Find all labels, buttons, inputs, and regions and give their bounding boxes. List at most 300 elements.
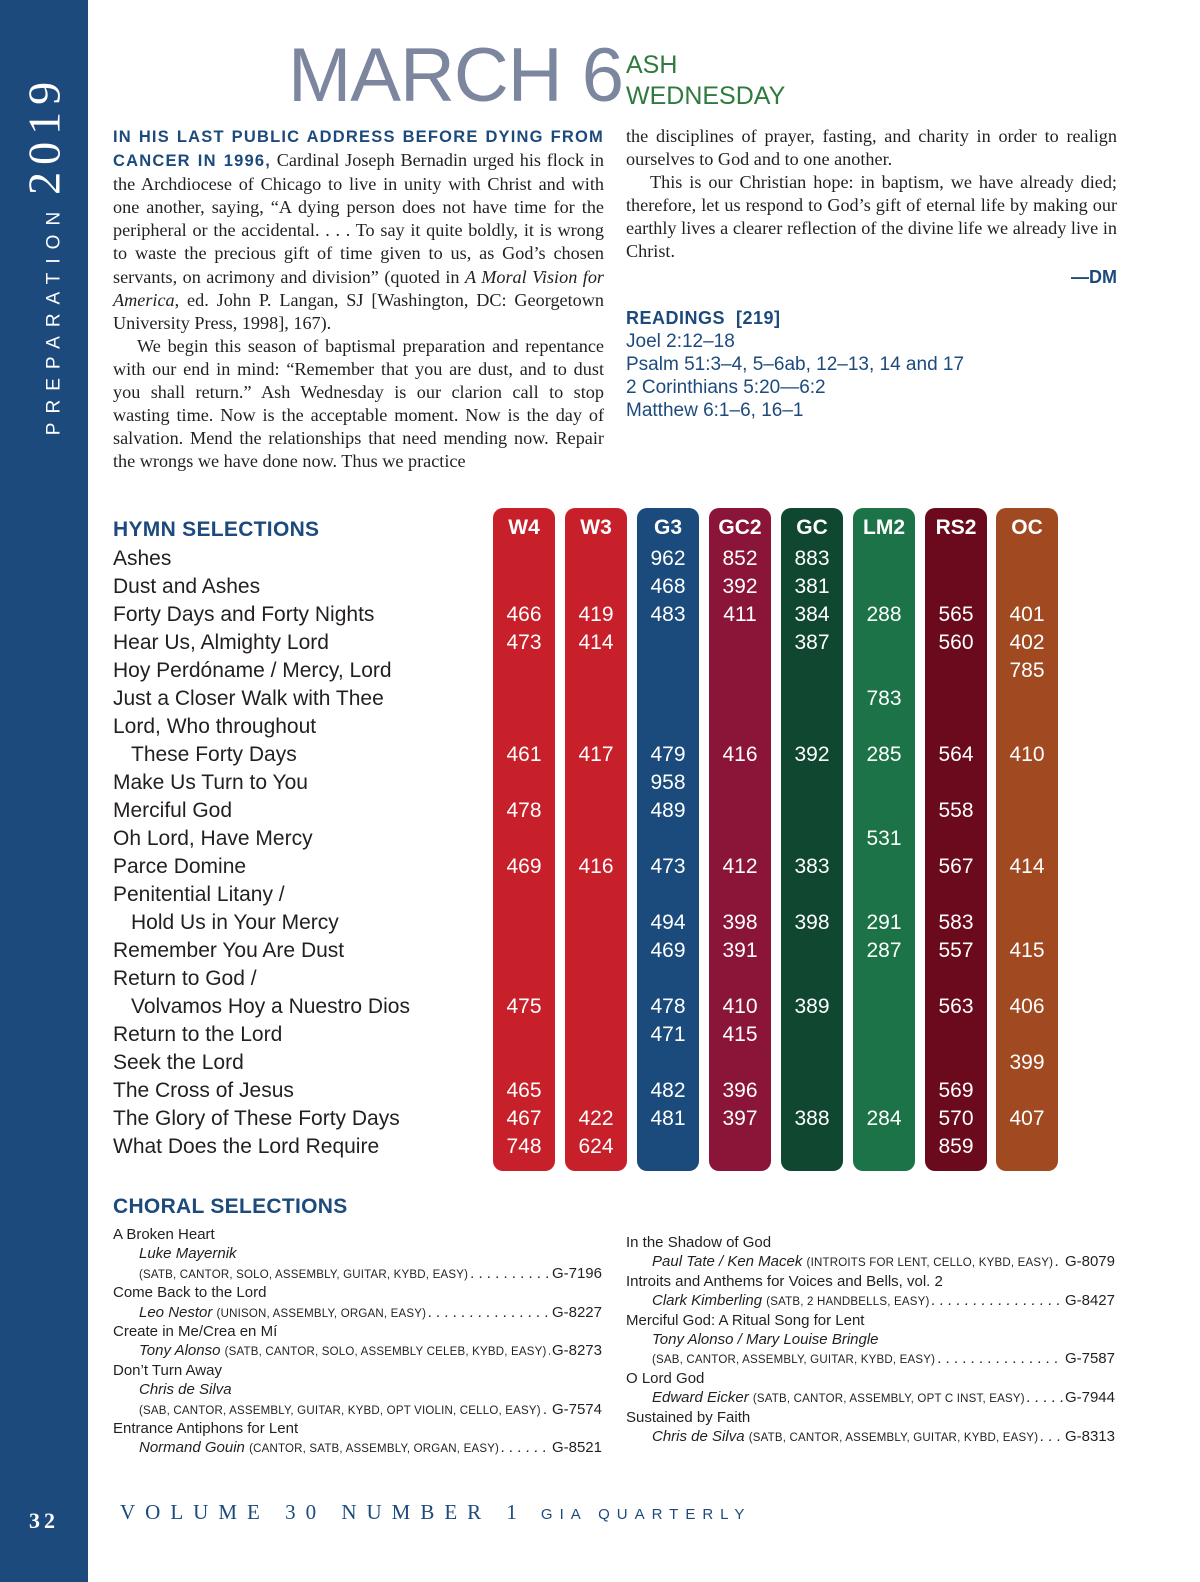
hymn-number (709, 881, 771, 909)
hymn-number: 564 (938, 743, 974, 766)
hymn-number: 291 (866, 911, 902, 934)
hymnal-code: RS2 (935, 516, 977, 539)
hymn-number: 478 (506, 799, 542, 822)
choral-voicing: (SATB, CANTOR, ASSEMBLY, OPT C INST, EASY) (752, 1393, 1025, 1406)
liturgical-day-line2: WEDNESDAY (626, 82, 786, 110)
hymn-number (493, 545, 555, 573)
hymn-number: 494 (650, 911, 686, 934)
choral-voicing: (SAB, CANTOR, ASSEMBLY, GUITAR, KYBD, OPT VIOLIN, CELLO, EASY) (139, 1404, 541, 1417)
hymn-number: 469 (506, 855, 542, 878)
hymn-number: 414 (578, 631, 614, 654)
hymn-number: 417 (578, 743, 614, 766)
hymn-title: Just a Closer Walk with Thee (113, 687, 384, 710)
footer-volume: VOLUME 30 NUMBER 1 (120, 1500, 527, 1524)
hymn-number (996, 881, 1058, 909)
hymnal-column-gc (781, 508, 843, 1171)
hymnal-column-w3 (565, 508, 627, 1171)
choral-list-right (626, 1233, 1115, 1446)
hymn-number (996, 769, 1058, 797)
dot-leader (1027, 1388, 1063, 1407)
hymn-title: The Cross of Jesus (113, 1079, 294, 1102)
hymn-title: The Glory of These Forty Days (113, 1107, 400, 1130)
hymn-number (996, 713, 1058, 741)
hymn-number: 389 (794, 995, 830, 1018)
hymn-number (565, 685, 627, 713)
page-number: 32 (29, 1508, 59, 1533)
hymn-number: 411 (723, 603, 757, 626)
hymn-number (781, 769, 843, 797)
hymn-number: 783 (866, 687, 902, 710)
choral-title: Come Back to the Lord (113, 1284, 267, 1302)
hymnal-numbers (781, 545, 843, 1161)
hymn-number (996, 545, 1058, 573)
hymn-number (781, 1077, 843, 1105)
hymn-number: 567 (938, 855, 974, 878)
dot-leader (549, 1341, 550, 1360)
hymn-title: Hear Us, Almighty Lord (113, 631, 329, 654)
season-year: 2019 (18, 74, 70, 195)
choral-credit (139, 1303, 426, 1324)
liturgical-day (626, 50, 785, 112)
choral-entry-detail (626, 1427, 1115, 1446)
catalog-code: G-8273 (551, 1342, 602, 1360)
hymn-title: Return to God / (113, 967, 257, 990)
hymnal-numbers (637, 545, 699, 1161)
choral-voicing: (INTROITS FOR LENT, CELLO, KYBD, EASY) (806, 1257, 1054, 1270)
hymn-number (925, 573, 987, 601)
hymn-number (493, 825, 555, 853)
hymn-number (925, 825, 987, 853)
hymn-title: Hoy Perdóname / Mercy, Lord (113, 659, 392, 682)
hymn-number (709, 657, 771, 685)
hymn-number: 785 (1009, 659, 1045, 682)
hymn-number (709, 1049, 771, 1077)
hymn-number (925, 713, 987, 741)
hymn-number: 416 (722, 743, 758, 766)
hymnal-numbers (493, 545, 555, 1161)
readings-title: READINGS (626, 308, 726, 328)
hymn-number: 422 (578, 1107, 614, 1130)
hymnal-column-oc (996, 508, 1058, 1171)
hymnal-column-gc2 (709, 508, 771, 1171)
dot-leader (543, 1400, 550, 1419)
choral-entry-detail (626, 1349, 1115, 1368)
book-title: A Moral Vision for America (113, 266, 604, 310)
hymn-number (781, 881, 843, 909)
hymn-number: 412 (722, 855, 758, 878)
hymn-number: 288 (866, 603, 902, 626)
hymn-number (925, 1049, 987, 1077)
footer-publication: GIA QUARTERLY (540, 1506, 752, 1523)
hymn-number (637, 965, 699, 993)
choral-credit (652, 1349, 935, 1370)
hymn-number (925, 685, 987, 713)
hymn-number (925, 769, 987, 797)
choral-credit (652, 1427, 1038, 1448)
hymnal-numbers (925, 545, 987, 1161)
hymn-number (709, 713, 771, 741)
choral-credit (139, 1438, 499, 1459)
hymn-title: Volvamos Hoy a Nuestro Dios (131, 995, 410, 1018)
hymn-number (781, 937, 843, 965)
hymn-list (113, 545, 493, 1161)
choral-title: Entrance Antiphons for Lent (113, 1419, 299, 1437)
reading-item: Joel 2:12–18 (626, 331, 735, 352)
hymn-number (493, 573, 555, 601)
hymn-number (853, 573, 915, 601)
dot-leader (932, 1291, 1063, 1310)
hymn-number: 859 (938, 1135, 974, 1158)
hymnal-code: GC2 (718, 516, 762, 539)
hymn-number: 392 (722, 575, 758, 598)
hymn-number (853, 993, 915, 1021)
choral-composer: Chris de Silva (139, 1381, 232, 1399)
hymn-number: 489 (650, 799, 686, 822)
hymn-number (493, 1049, 555, 1077)
hymn-number: 392 (794, 743, 830, 766)
hymn-number (565, 881, 627, 909)
hymn-number (925, 545, 987, 573)
hymn-title: Hold Us in Your Mercy (131, 911, 339, 934)
hymn-number: 387 (794, 631, 830, 654)
article-paragraph-4: This is our Christian hope: in baptism, we have already died; therefore, let us respond to God’s gift of eternal life by making our earthly lives a clearer reflection of the divine life we already live in Christ. (626, 172, 1117, 262)
choral-title: Create in Me/Crea en Mí (113, 1322, 278, 1340)
choral-composer: Clark Kimberling (652, 1292, 763, 1310)
hymn-number (781, 713, 843, 741)
hymn-number: 391 (722, 939, 758, 962)
hymn-number (565, 965, 627, 993)
hymn-number: 468 (650, 575, 686, 598)
hymn-title: What Does the Lord Require (113, 1135, 380, 1158)
hymn-number: 883 (794, 547, 830, 570)
choral-credit (139, 1400, 541, 1421)
page-title: MARCH 6 (288, 33, 624, 118)
article-paragraph-3: the disciplines of prayer, fasting, and charity in order to realign ourselves to God and to one another. (626, 126, 1117, 170)
hymn-number (781, 657, 843, 685)
hymn-number: 396 (722, 1079, 758, 1102)
hymn-number (565, 797, 627, 825)
catalog-code: G-8313 (1064, 1427, 1115, 1445)
choral-composer: Normand Gouin (139, 1439, 245, 1457)
hymn-number (853, 797, 915, 825)
hymn-number: 415 (722, 1023, 758, 1046)
choral-voicing: (SATB, 2 HANDBELLS, EASY) (766, 1296, 930, 1309)
choral-composer: Tony Alonso / Mary Louise Bringle (652, 1330, 879, 1348)
hymn-number (709, 965, 771, 993)
footer (120, 1500, 751, 1525)
hymn-title: Lord, Who throughout (113, 715, 317, 738)
hymn-number: 402 (1009, 631, 1045, 654)
sidebar (0, 0, 88, 1582)
hymn-number: 557 (938, 939, 974, 962)
reading-item: 2 Corinthians 5:20—6:2 (626, 377, 826, 398)
hymn-number: 479 (650, 743, 686, 766)
hymn-number: 467 (506, 1107, 542, 1130)
hymn-number (637, 629, 699, 657)
hymn-number (853, 1133, 915, 1161)
hymn-number (781, 685, 843, 713)
choral-voicing: (UNISON, ASSEMBLY, ORGAN, EASY) (216, 1307, 427, 1320)
hymn-number (565, 545, 627, 573)
catalog-code: G-8079 (1064, 1253, 1115, 1271)
hymn-number (853, 881, 915, 909)
choral-composer: Tony Alonso (139, 1342, 221, 1360)
hymnal-code: W3 (580, 516, 612, 539)
hymn-number: 287 (866, 939, 902, 962)
hymn-number (996, 1021, 1058, 1049)
choral-list-left (113, 1225, 602, 1458)
article-paragraph-1 (113, 125, 604, 335)
hymn-title: Return to the Lord (113, 1023, 283, 1046)
article-paragraph-2: We begin this season of baptismal preparation and repentance with our end in mind: “Remember that you are dust, and to dust you shall return.” Ash Wednesday is our clarion call to stop wasting time. Now is the acceptable moment. Now is the day of salvation. Mend the relationships that need mending now. Repair the wrongs we have done now. Thus we practice (113, 335, 604, 472)
hymn-number (996, 1133, 1058, 1161)
hymn-number (709, 797, 771, 825)
hymn-title: These Forty Days (131, 743, 297, 766)
hymn-number: 466 (506, 603, 542, 626)
hymn-title: Dust and Ashes (113, 575, 261, 598)
dot-leader (470, 1264, 550, 1283)
hymn-number (637, 1049, 699, 1077)
hymn-number (853, 657, 915, 685)
hymn-number (493, 685, 555, 713)
hymn-number: 398 (794, 911, 830, 934)
choral-entry-detail (113, 1438, 602, 1457)
choral-title: O Lord God (626, 1369, 705, 1387)
hymn-number (925, 657, 987, 685)
hymn-number: 583 (938, 911, 974, 934)
catalog-code: G-7574 (551, 1400, 602, 1418)
hymn-number (853, 853, 915, 881)
hymn-number (565, 1021, 627, 1049)
hymn-number: 560 (938, 631, 974, 654)
dot-leader (1040, 1427, 1063, 1446)
hymn-number: 410 (722, 995, 758, 1018)
hymn-number (637, 1133, 699, 1161)
hymn-number (565, 1077, 627, 1105)
hymn-number (853, 965, 915, 993)
hymn-number (853, 545, 915, 573)
article-text: Cardinal Joseph Bernadin urged his flock in the Archdiocese of Chicago to live in unity with Christ and with one another, saying, “A dying person does not have time for the peripheral or the accidental. . . . To say it quite boldly, it is wrong to waste the precious gift of time given to us, as God’s chosen servants, on acrimony and division” (quoted in (113, 150, 605, 287)
hymn-number (709, 629, 771, 657)
choral-credit (139, 1341, 547, 1362)
hymn-number (709, 1133, 771, 1161)
hymn-number (853, 713, 915, 741)
hymn-title: Make Us Turn to You (113, 771, 308, 794)
catalog-code: G-7587 (1064, 1350, 1115, 1368)
hymn-number: 748 (506, 1135, 542, 1158)
hymn-number: 481 (650, 1107, 686, 1130)
choral-title: A Broken Heart (113, 1226, 215, 1243)
hymn-number: 569 (938, 1079, 974, 1102)
hymn-number (493, 1021, 555, 1049)
hymn-number (996, 909, 1058, 937)
choral-credit (652, 1252, 1053, 1273)
season-name: PREPARATION (43, 202, 65, 436)
choral-voicing: (SATB, CANTOR, SOLO, ASSEMBLY, GUITAR, KYBD, EASY) (139, 1268, 469, 1281)
hymn-number: 381 (794, 575, 830, 598)
hymn-number: 397 (722, 1107, 758, 1130)
hymn-number: 473 (506, 631, 542, 654)
hymn-title: Ashes (113, 547, 172, 570)
hymnal-numbers (996, 545, 1058, 1161)
hymn-number (781, 825, 843, 853)
hymn-number (996, 965, 1058, 993)
choral-composer: Edward Eicker (652, 1389, 749, 1407)
hymn-title: Seek the Lord (113, 1051, 244, 1074)
hymn-title: Forty Days and Forty Nights (113, 603, 375, 626)
choral-selections-heading: CHORAL SELECTIONS (113, 1195, 348, 1218)
hymn-number (781, 797, 843, 825)
hymnal-column-rs2 (925, 508, 987, 1171)
hymn-number: 958 (650, 771, 686, 794)
reading-item: Matthew 6:1–6, 16–1 (626, 400, 804, 421)
hymn-number (996, 1077, 1058, 1105)
hymn-number: 483 (650, 603, 686, 626)
hymn-number (565, 993, 627, 1021)
hymn-number (853, 1077, 915, 1105)
hymn-number (493, 965, 555, 993)
hymn-number: 563 (938, 995, 974, 1018)
hymn-number: 415 (1009, 939, 1045, 962)
hymn-selections-heading: HYMN SELECTIONS (113, 518, 320, 541)
choral-voicing: (SAB, CANTOR, ASSEMBLY, GUITAR, KYBD, EASY) (652, 1354, 936, 1367)
hymn-number: 852 (722, 547, 758, 570)
choral-voicing: (SATB, CANTOR, ASSEMBLY, GUITAR, KYBD, EASY) (748, 1431, 1039, 1444)
hymn-number: 383 (794, 855, 830, 878)
hymn-number (781, 1133, 843, 1161)
hymn-number (853, 769, 915, 797)
hymn-number: 416 (578, 855, 614, 878)
hymn-number (565, 657, 627, 685)
hymn-number (637, 685, 699, 713)
reading-item: Psalm 51:3–4, 5–6ab, 12–13, 14 and 17 (626, 354, 965, 375)
choral-composer: Leo Nestor (139, 1303, 213, 1321)
hymn-number (493, 881, 555, 909)
hymn-number: 531 (866, 827, 902, 850)
hymnal-numbers (853, 545, 915, 1161)
dot-leader (428, 1303, 550, 1322)
hymn-number: 962 (650, 547, 686, 570)
hymn-number: 482 (650, 1079, 686, 1102)
hymn-number (853, 1049, 915, 1077)
choral-voicing: (SATB, CANTOR, SOLO, ASSEMBLY CELEB, KYBD, EASY) (224, 1346, 547, 1359)
hymn-number: 565 (938, 603, 974, 626)
hymn-number (637, 713, 699, 741)
hymn-number (925, 881, 987, 909)
catalog-code: G-8521 (551, 1439, 602, 1457)
choral-title: In the Shadow of God (626, 1234, 772, 1251)
hymn-number (565, 909, 627, 937)
season-label (18, 75, 71, 435)
hymn-number (637, 881, 699, 909)
hymn-number: 558 (938, 799, 974, 822)
choral-composer: Chris de Silva (652, 1427, 745, 1445)
hymn-number (925, 965, 987, 993)
hymn-number (565, 573, 627, 601)
hymn-number: 398 (722, 911, 758, 934)
choral-entry-detail (626, 1388, 1115, 1407)
hymn-number (925, 1021, 987, 1049)
hymnal-code: GC (796, 516, 828, 539)
hymn-number (493, 769, 555, 797)
liturgical-day-line1: ASH (626, 51, 678, 79)
hymn-number: 399 (1009, 1051, 1045, 1074)
catalog-code: G-7196 (551, 1264, 602, 1282)
choral-title: Don’t Turn Away (113, 1361, 222, 1379)
hymnal-code: W4 (508, 516, 540, 539)
hymn-number: 285 (866, 743, 902, 766)
hymn-number: 473 (650, 855, 686, 878)
hymn-number: 414 (1009, 855, 1045, 878)
hymn-number (493, 657, 555, 685)
choral-entry-detail (626, 1252, 1115, 1271)
hymn-number (709, 769, 771, 797)
hymn-number (565, 825, 627, 853)
hymn-number: 465 (506, 1079, 542, 1102)
hymn-title: Oh Lord, Have Mercy (113, 827, 313, 850)
hymnal-code: LM2 (863, 516, 905, 539)
readings-number: [219] (736, 308, 781, 328)
choral-credit (652, 1291, 930, 1312)
hymn-number: 284 (866, 1107, 902, 1130)
hymn-number (493, 937, 555, 965)
hymn-title: Penitential Litany / (113, 883, 285, 906)
hymn-number: 624 (578, 1135, 614, 1158)
hymn-number: 478 (650, 995, 686, 1018)
hymn-number: 461 (506, 743, 542, 766)
hymn-number (565, 937, 627, 965)
hymn-number (565, 713, 627, 741)
article-lead: IN HIS LAST PUBLIC ADDRESS BEFORE DYING FROM CANCER IN 1996, (113, 128, 604, 171)
hymn-number (493, 909, 555, 937)
dot-leader (937, 1349, 1063, 1368)
hymn-number (637, 825, 699, 853)
choral-composer: Luke Mayernik (139, 1245, 237, 1263)
choral-title: Introits and Anthems for Voices and Bells, vol. 2 (626, 1272, 943, 1290)
hymn-number: 406 (1009, 995, 1045, 1018)
hymnal-column-w4 (493, 508, 555, 1171)
hymn-number (781, 1049, 843, 1077)
choral-composer: Paul Tate / Ken Macek (652, 1253, 803, 1271)
hymn-number (996, 825, 1058, 853)
hymn-number: 419 (578, 603, 614, 626)
hymnal-code: G3 (653, 516, 682, 539)
choral-voicing: (CANTOR, SATB, ASSEMBLY, ORGAN, EASY) (249, 1443, 500, 1456)
hymn-number: 475 (506, 995, 542, 1018)
catalog-code: G-8427 (1064, 1292, 1115, 1310)
hymn-number: 407 (1009, 1107, 1045, 1130)
hymn-number (781, 1021, 843, 1049)
hymn-number: 384 (794, 603, 830, 626)
hymn-number: 388 (794, 1107, 830, 1130)
hymn-number (637, 657, 699, 685)
dot-leader (1055, 1252, 1063, 1271)
choral-entry-detail (113, 1400, 602, 1419)
hymn-number (996, 797, 1058, 825)
catalog-code: G-7944 (1064, 1389, 1115, 1407)
choral-entry-detail (113, 1341, 602, 1360)
hymnal-numbers (709, 545, 771, 1161)
hymn-number (853, 1021, 915, 1049)
hymnal-column-lm2 (853, 508, 915, 1171)
hymn-number (709, 825, 771, 853)
article-text: , ed. John P. Langan, SJ [Washington, DC: Georgetown University Press, 1998], 167). (113, 289, 604, 333)
choral-title: Merciful God: A Ritual Song for Lent (626, 1311, 865, 1329)
hymn-number (709, 685, 771, 713)
choral-credit (652, 1388, 1025, 1409)
dot-leader (501, 1438, 550, 1457)
hymn-title: Parce Domine (113, 855, 247, 878)
